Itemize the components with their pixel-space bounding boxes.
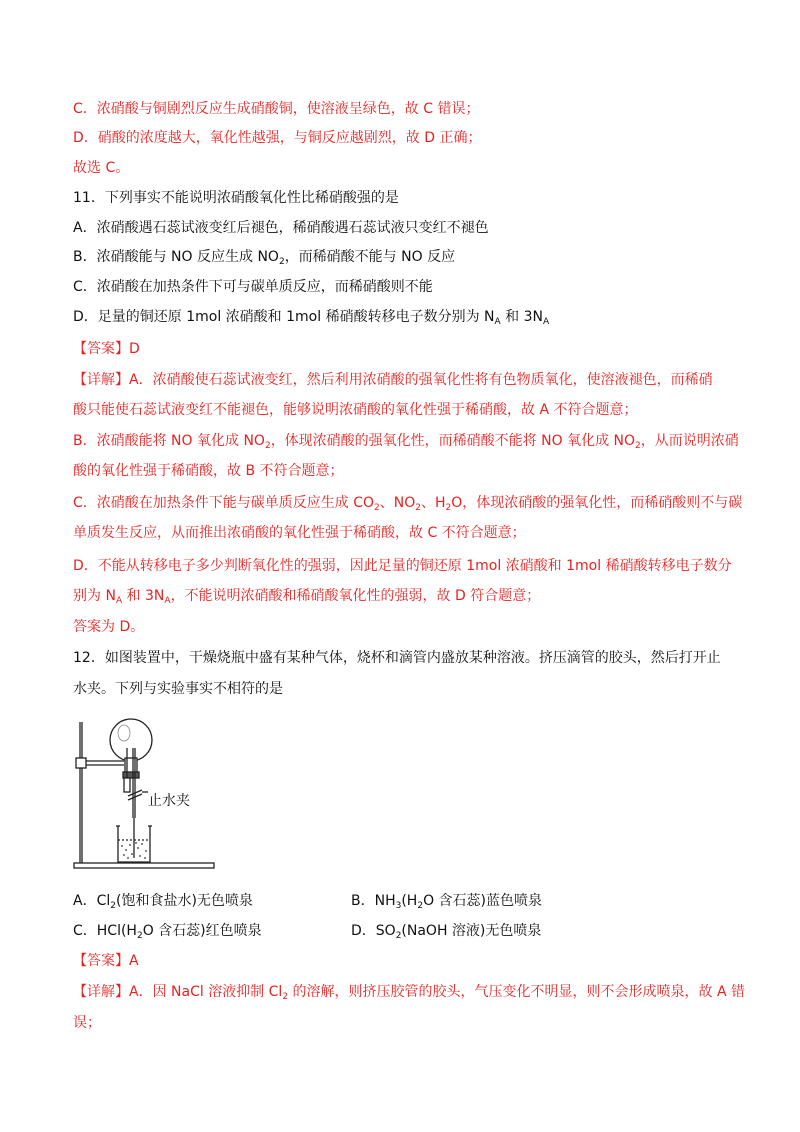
q12-stem-line2: 水夹。下列与实验事实不相符的是 [73, 681, 283, 697]
q11-stem: 11．下列事实不能说明浓硝酸氧化性比稀硝酸强的是 [73, 190, 399, 206]
prev-option-c-explanation: C．浓硝酸与铜剧烈反应生成硝酸铜，使溶液呈绿色，故 C 错误； [73, 101, 480, 117]
q11-conclusion: 答案为 D。 [73, 619, 145, 635]
q12-option-a: A．$Cl_2$(饱和食盐水)无色喷泉 [73, 893, 253, 911]
q12-stem-line1: 12．如图装置中，干燥烧瓶中盛有某种气体，烧杯和滴管内盛放某种溶液。挤压滴管的胶头，然后打开止 [73, 650, 721, 666]
q11-answer: 【答案】D [73, 341, 140, 357]
q12-option-c: C．$HCl(H_2O$ 含石蕊)红色喷泉 [73, 923, 262, 941]
q12-option-b: B．$NH_3(H_2O$ 含石蕊)蓝色喷泉 [351, 893, 543, 911]
stand-base [74, 863, 214, 868]
q11-explanation-c-line2: 单质发生反应，从而推出浓硝酸的氧化性强于稀硝酸，故 C 不符合题意； [73, 525, 526, 541]
prev-conclusion: 故选 C。 [73, 160, 130, 176]
q11-option-a: A．浓硝酸遇石蕊试液变红后褪色，稀硝酸遇石蕊试液只变红不褪色 [73, 220, 489, 236]
q11-explanation-b-line2: 酸的氧化性强于稀硝酸，故 B 不符合题意； [73, 463, 344, 479]
stopper [123, 772, 139, 778]
fountain-apparatus-figure [68, 708, 228, 870]
pinch-clamp-label: 止水夹 [148, 793, 190, 809]
round-flask [110, 719, 152, 761]
q11-explanation-b-line1: B．浓硝酸能将 NO 氧化成 $NO_2$，体现浓硝酸的强氧化性，而稀硝酸不能将 NO 氧化成 $NO_2$，从而说明浓硝 [73, 433, 739, 451]
prev-option-d-explanation: D．硝酸的浓度越大，氧化性越强，与铜反应越剧烈，故 D 正确； [73, 130, 482, 146]
q11-option-d: D．足量的铜还原 1mol 浓硝酸和 1mol 稀硝酸转移电子数分别为 $N_A$ 和 $3N_A$ [73, 309, 550, 327]
q11-explanation-d-line2: 别为 $N_A$ 和 $3N_A$，不能说明浓硝酸和稀硝酸氧化性的强弱，故 D 符合题意； [73, 588, 541, 606]
q11-explanation-a-line1: 【详解】A．浓硝酸使石蕊试液变红，然后利用浓硝酸的强氧化性将有色物质氧化，使溶液褪色，而稀硝 [73, 372, 713, 388]
q11-explanation-d-line1: D．不能从转移电子多少判断氧化性的强弱，因此足量的铜还原 1mol 浓硝酸和 1mol 稀硝酸转移电子数分 [73, 558, 732, 574]
q11-explanation-a-line2: 酸只能使石蕊试液变红不能褪色，能够说明浓硝酸的氧化性强于稀硝酸，故 A 不符合题意； [73, 402, 638, 418]
q12-explanation-a-line1: 【详解】A．因 NaCl 溶液抑制 $Cl_2$ 的溶解，则挤压胶管的胶头，气压变化不明显，则不会形成喷泉，故 A 错 [73, 984, 745, 1002]
q12-answer: 【答案】A [73, 953, 139, 969]
q11-explanation-c-line1: C．浓硝酸在加热条件下能与碳单质反应生成 $CO_2$、$NO_2$、$H_2O$，体现浓硝酸的强氧化性，而稀硝酸则不与碳 [73, 495, 743, 513]
q12-explanation-a-line2: 误； [73, 1015, 101, 1031]
q12-option-d: D．$SO_2(NaOH$ 溶液)无色喷泉 [351, 923, 542, 941]
q11-option-b: B．浓硝酸能与 NO 反应生成 $NO_2$，而稀硝酸不能与 NO 反应 [73, 249, 456, 267]
q11-option-c: C．浓硝酸在加热条件下可与碳单质反应，而稀硝酸则不能 [73, 279, 433, 295]
dropper-bulb [124, 778, 130, 792]
